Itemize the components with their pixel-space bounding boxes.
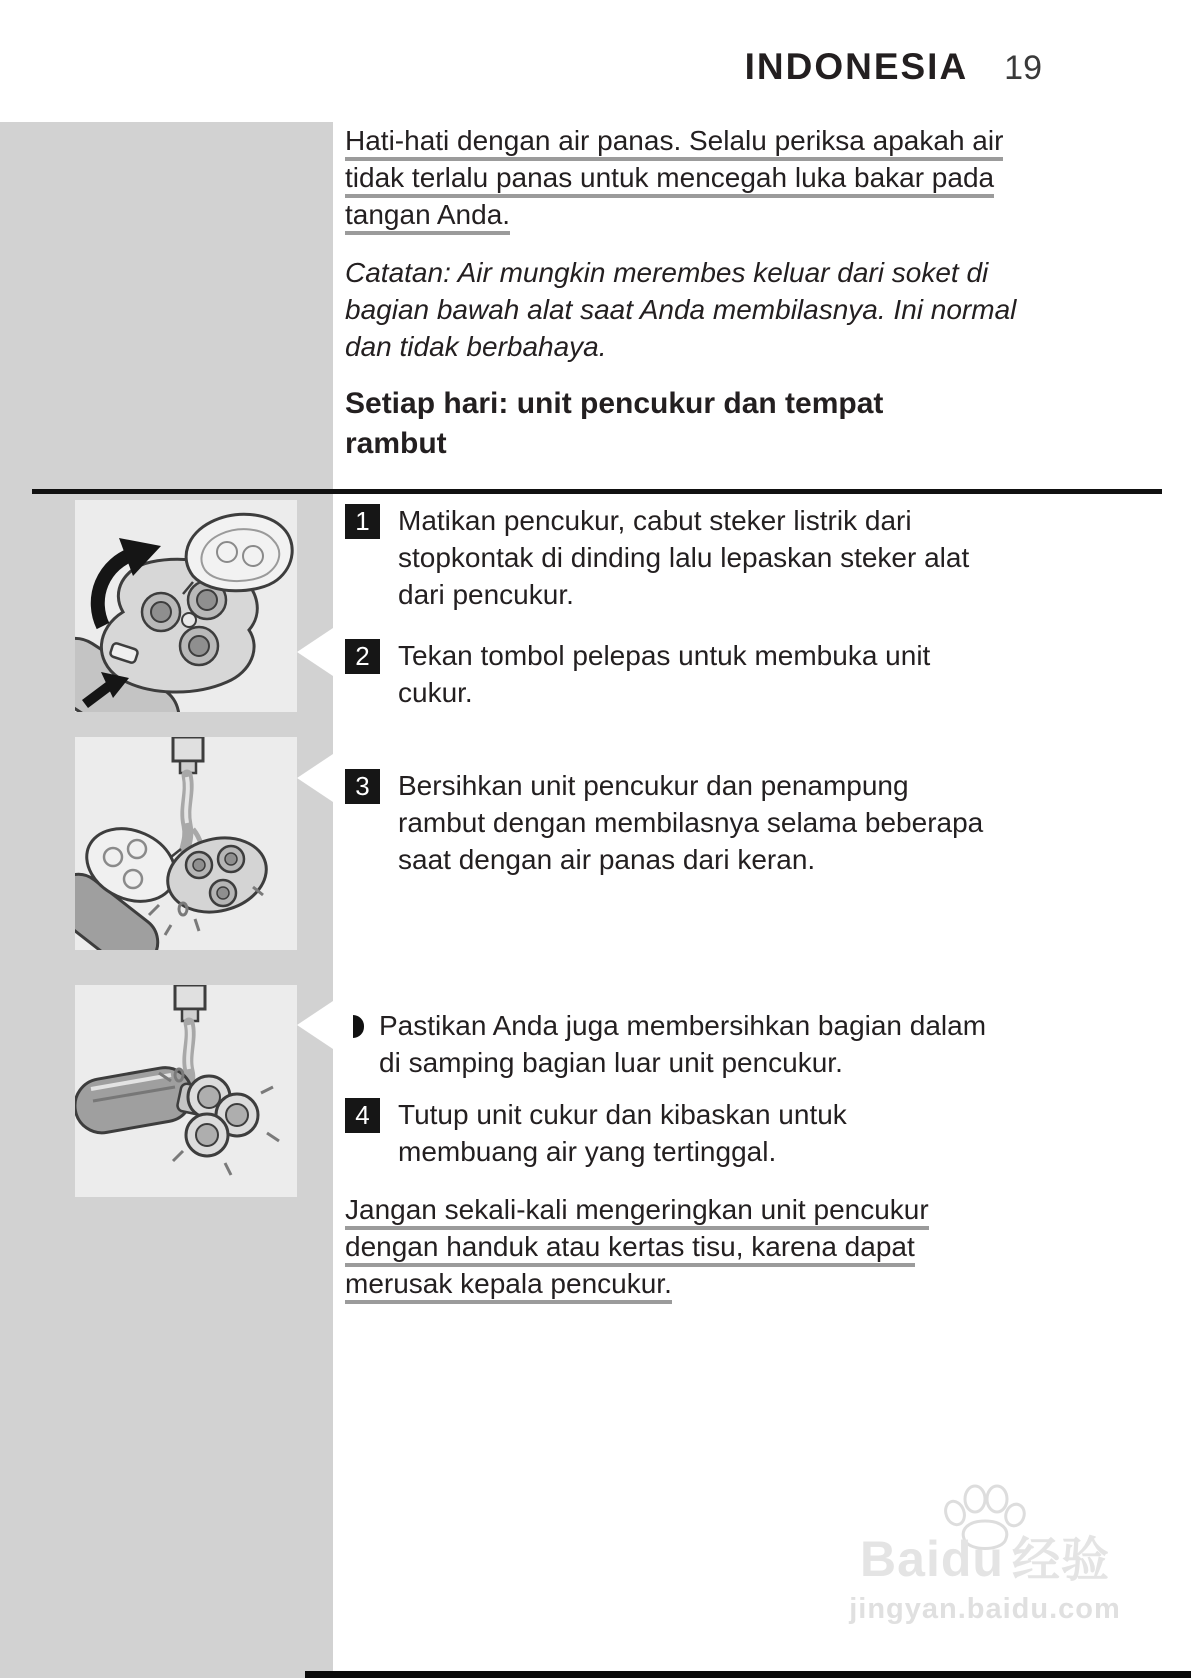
step-text: Tutup unit cukur dan kibaskan untuk membuang air yang tertinggal.: [398, 1099, 847, 1167]
baidu-watermark: [835, 1495, 1135, 1626]
bottom-scan-bar: [305, 1671, 1191, 1678]
note-paragraph: Catatan: Air mungkin merembes keluar dari soket di bagian bawah alat saat Anda membilasnya. Ini normal dan tidak berbahaya.: [345, 257, 1017, 362]
faucet-icon: [173, 737, 203, 773]
step-3: [345, 767, 1105, 878]
callout-tail-icon: [297, 628, 333, 676]
warning-paragraph: Hati-hati dengan air panas. Selalu periksa apakah air tidak terlalu panas untuk mencegah luka bakar pada tangan Anda.: [345, 122, 1085, 233]
step-number-badge: 2: [345, 639, 380, 674]
caution-paragraph: Jangan sekali-kali mengeringkan unit pencukur dengan handuk atau kertas tisu, karena dapat merusak kepala pencukur.: [345, 1191, 1085, 1302]
watermark-brand-latin: Baidu: [860, 1531, 1004, 1587]
step-number-badge: 1: [345, 504, 380, 539]
rinse-shaver-head-drawing: [75, 985, 297, 1197]
tip-bullet-item: [345, 1007, 1105, 1081]
language-title: INDONESIA: [744, 46, 969, 87]
open-shaver-drawing: [75, 500, 297, 712]
step-2: [345, 637, 1105, 711]
half-disc-bullet-icon: [353, 1015, 364, 1038]
tip-text: Pastikan Anda juga membersihkan bagian dalam di samping bagian luar unit pencukur.: [379, 1010, 987, 1078]
faucet-icon: [175, 985, 205, 1021]
shaver-open-sideways: [75, 815, 274, 950]
step-number-badge: 4: [345, 1098, 380, 1133]
callout-tail-icon: [297, 754, 333, 802]
callout-tail-icon: [297, 1001, 333, 1049]
step-1: [345, 502, 1105, 613]
watermark-brand: [835, 1533, 1135, 1587]
step-text: Tekan tombol pelepas untuk membuka unit cukur.: [398, 640, 931, 708]
step-number-badge: 3: [345, 769, 380, 804]
watermark-brand-cn: 经验: [1011, 1534, 1110, 1587]
page-header: [0, 46, 1042, 88]
section-divider: [32, 489, 1162, 494]
rinse-open-shaver-drawing: [75, 737, 297, 950]
section-heading: Setiap hari: unit pencukur dan tempat rambut: [345, 387, 884, 460]
step-text: Matikan pencukur, cabut steker listrik dari stopkontak di dinding lalu lepaskan steker alat dari pencukur.: [398, 505, 970, 610]
watermark-url: jingyan.baidu.com: [849, 1593, 1121, 1625]
illustration-open-shaver: [75, 500, 297, 712]
step-text: Bersihkan unit pencukur dan penampung rambut dengan membilasnya selama beberapa saat dengan air panas dari keran.: [398, 770, 984, 875]
shaver-lid-open: [183, 514, 292, 594]
page-number: 19: [1004, 49, 1042, 87]
illustration-rinse-open-shaver: [75, 737, 297, 950]
illustration-rinse-shaver-head: [75, 985, 297, 1197]
step-4: [345, 1096, 1105, 1170]
